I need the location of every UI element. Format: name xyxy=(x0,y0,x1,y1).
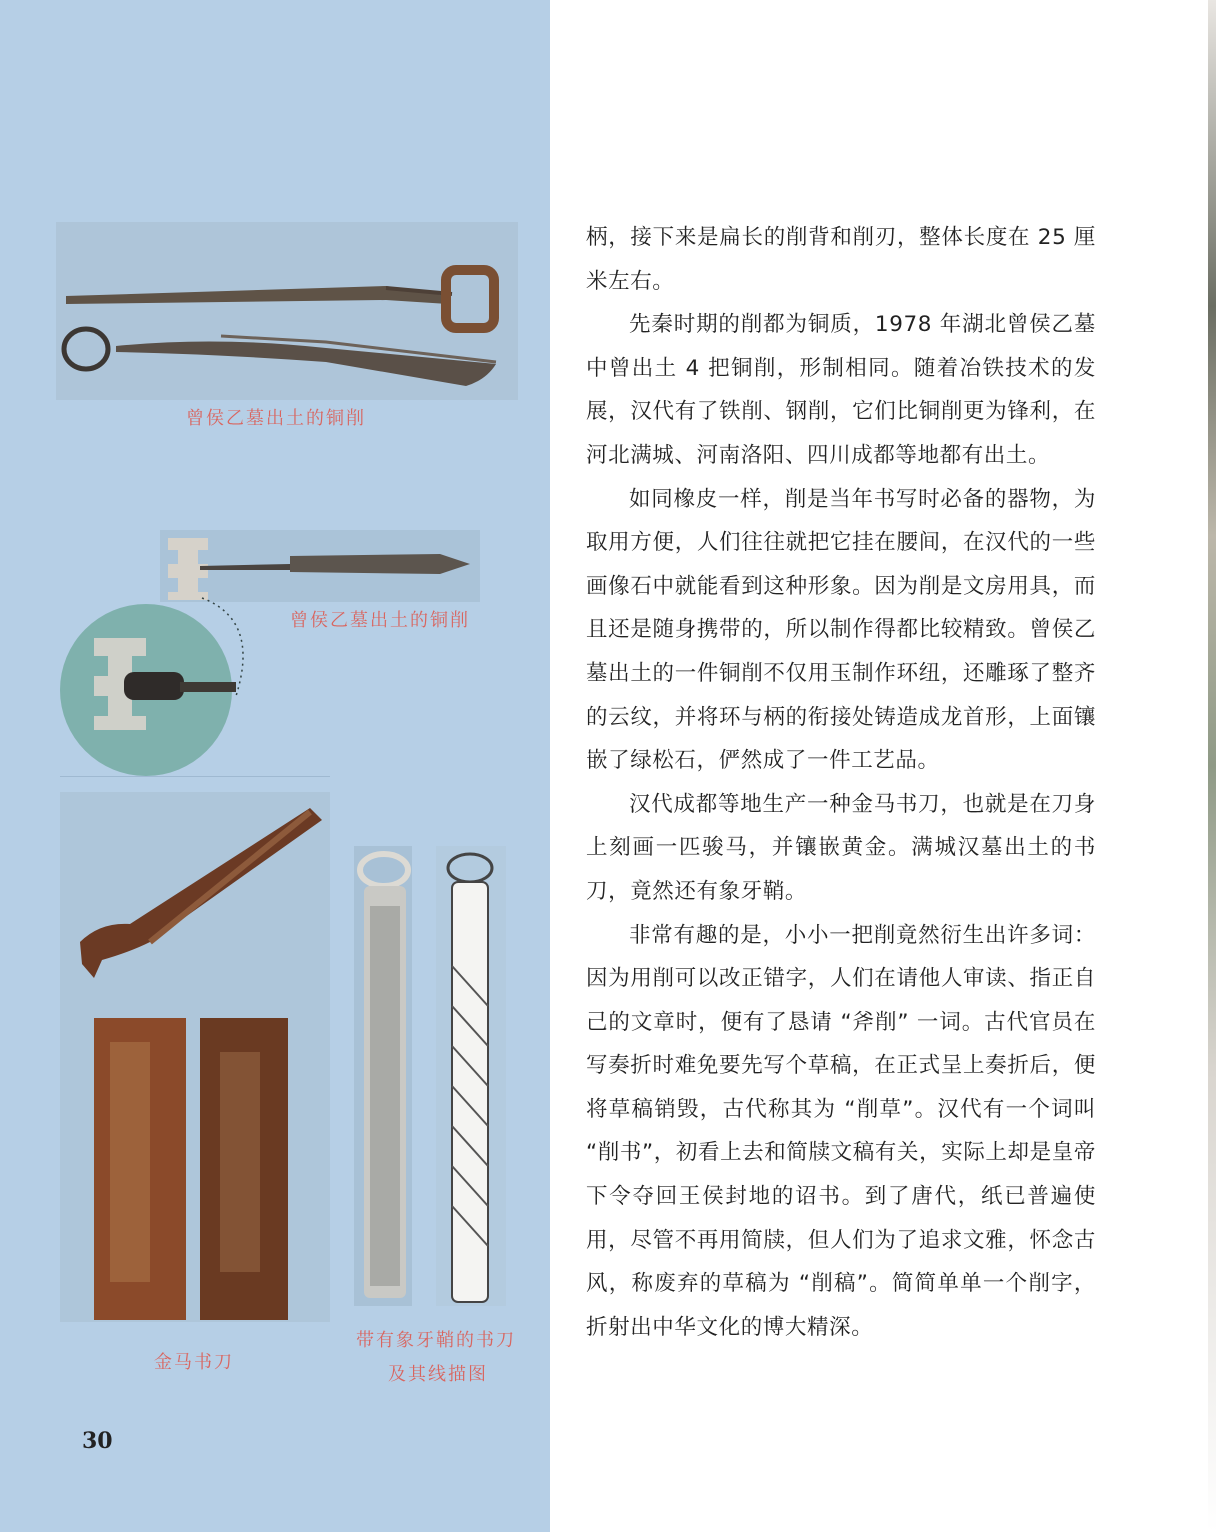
caption-bronze-knives-1: 曾侯乙墓出土的铜削 xyxy=(186,408,366,429)
caption-ivory-sheath-line2: 及其线描图 xyxy=(388,1364,488,1385)
paragraph-1: 柄，接下来是扁长的削背和削刃，整体长度在 25 厘米左右。 xyxy=(586,225,1096,294)
caption-ivory-sheath-line1: 带有象牙鞘的书刀 xyxy=(356,1330,516,1351)
ivory-sheath-photo xyxy=(340,846,520,1306)
paragraph-4: 汉代成都等地生产一种金马书刀，也就是在刀身上刻画一匹骏马，并镶嵌黄金。满城汉墓出土的书刀，竟然还有象牙鞘。 xyxy=(586,791,1096,904)
page-number: 30 xyxy=(82,1428,113,1454)
adjacent-page-edge xyxy=(1208,0,1216,1532)
ring-detail-circle xyxy=(60,580,260,780)
article-body xyxy=(586,216,1096,1349)
caption-bronze-knives-2: 曾侯乙墓出土的铜削 xyxy=(290,610,470,631)
paragraph-2: 先秦时期的削都为铜质，1978 年湖北曾侯乙墓中曾出土 4 把铜削，形制相同。随着冶铁技术的发展，汉代有了铁削、钢削，它们比铜削更为锋利，在河北满城、河南洛阳、四川成都等地都有出土。 xyxy=(586,312,1096,468)
bronze-knives-photo-1 xyxy=(56,222,518,400)
jinma-knife-photo xyxy=(60,792,330,1322)
caption-jinma-knife: 金马书刀 xyxy=(154,1352,234,1373)
panel-divider xyxy=(60,776,330,777)
paragraph-5: 非常有趣的是，小小一把削竟然衍生出许多词：因为用削可以改正错字，人们在请他人审读、指正自己的文章时，便有了恳请 “斧削” 一词。古代官员在写奏折时难免要先写个草稿，在正式呈上奏折后，便将草稿销毁，古代称其为 “削草”。汉代有一个词叫 “削书”，初看上去和简牍文稿有关，实际上却是皇帝下令夺回王侯封地的诏书。到了唐代，纸已普遍使用，尽管不再用简牍，但人们为了追求文雅，怀念古风，称废弃的草稿为 “削稿”。简简单单一个削字，折射出中华文化的博大精深。 xyxy=(586,922,1096,1340)
paragraph-3: 如同橡皮一样，削是当年书写时必备的器物，为取用方便，人们往往就把它挂在腰间，在汉代的一些画像石中就能看到这种形象。因为削是文房用具，而且还是随身携带的，所以制作得都比较精致。曾侯乙墓出土的一件铜削不仅用玉制作环纽，还雕琢了整齐的云纹，并将环与柄的衔接处铸造成龙首形，上面镶嵌了绿松石，俨然成了一件工艺品。 xyxy=(586,486,1096,774)
